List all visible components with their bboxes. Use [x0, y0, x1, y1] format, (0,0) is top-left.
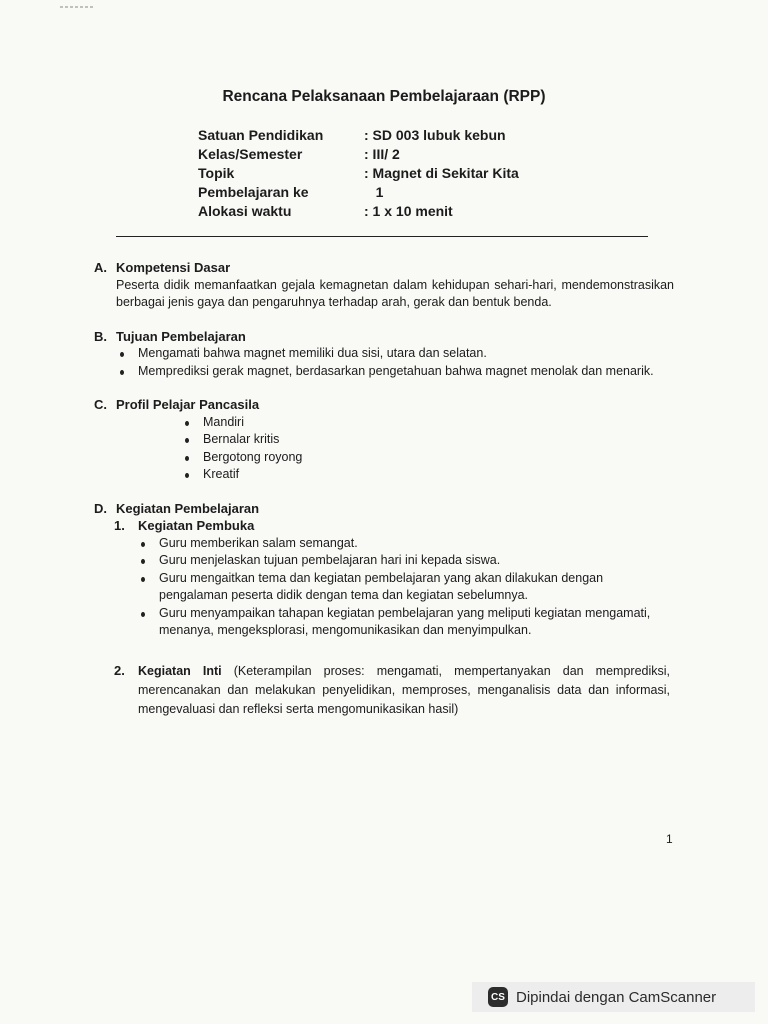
list-item: Memprediksi gerak magnet, berdasarkan pengetahuan bahwa magnet menolak dan menarik. — [138, 363, 674, 381]
list-item: Guru menyampaikan tahapan kegiatan pembelajaran yang meliputi kegiatan mengamati, menanya, mengeksplorasi, mengomunikasikan dan menyimpulkan. — [159, 605, 674, 640]
scan-artifact-mark — [60, 5, 94, 9]
info-row — [198, 164, 519, 183]
info-row — [198, 202, 519, 221]
list-item: Guru menjelaskan tujuan pembelajaran hari ini kepada siswa. — [159, 552, 674, 570]
section-kegiatan-pembelajaran — [94, 500, 674, 719]
section-title: Profil Pelajar Pancasila — [116, 397, 260, 412]
section-letter: B. — [94, 328, 107, 344]
section-letter: D. — [94, 500, 107, 516]
info-value: : III/ 2 — [364, 146, 400, 162]
camscanner-text: Dipindai dengan CamScanner — [516, 988, 717, 1006]
subsection-title: Kegiatan Inti — [138, 663, 222, 678]
subsection-title: Kegiatan Pembuka — [138, 518, 255, 533]
section-profil-pelajar — [94, 396, 674, 484]
list-item: Guru mengaitkan tema dan kegiatan pembelajaran yang akan dilakukan dengan pengalaman peserta didik dengan tema dan kegiatan sebelumnya. — [159, 570, 674, 605]
section-heading — [94, 328, 674, 346]
subsection-number: 2. — [114, 662, 125, 678]
section-title: Tujuan Pembelajaran — [116, 328, 246, 344]
camscanner-logo-icon: CS — [488, 987, 508, 1007]
subsection-body — [138, 662, 670, 719]
subsection-kegiatan-inti — [94, 662, 674, 719]
subsection-heading — [94, 517, 674, 535]
page-number: 1 — [666, 832, 673, 846]
document-title: Rencana Pelaksanaan Pembelajaraan (RPP) — [222, 88, 546, 105]
info-label: Kelas/Semester — [198, 146, 303, 162]
bullet-list — [94, 414, 674, 484]
list-item: Guru memberikan salam semangat. — [159, 535, 674, 553]
header-divider — [116, 236, 648, 237]
section-letter: C. — [94, 397, 107, 412]
document-body — [94, 259, 674, 735]
section-paragraph: Peserta didik memanfaatkan gejala kemagnetan dalam kehidupan sehari-hari, mendemonstrasikan berbagai jenis gaya dan pengaruhnya terhadap arah, gerak dan bentuk benda. — [116, 277, 674, 309]
info-table — [198, 126, 519, 221]
info-value: : Magnet di Sekitar Kita — [364, 165, 519, 181]
bullet-list — [94, 345, 674, 380]
list-item: Mandiri — [203, 414, 674, 432]
list-item: Kreatif — [203, 466, 674, 484]
info-row — [198, 183, 519, 202]
section-title: Kompetensi Dasar — [116, 260, 231, 275]
info-label: Alokasi waktu — [198, 203, 292, 219]
info-label: Pembelajaran ke — [198, 184, 309, 200]
bullet-list — [94, 535, 674, 640]
info-value: 1 — [364, 184, 384, 200]
info-label: Topik — [198, 165, 235, 181]
section-title: Kegiatan Pembelajaran — [116, 500, 260, 516]
info-value: : SD 003 lubuk kebun — [364, 127, 506, 143]
section-heading — [94, 259, 674, 277]
list-item: Bernalar kritis — [203, 431, 674, 449]
section-kompetensi-dasar — [94, 259, 674, 312]
info-row — [198, 145, 519, 164]
list-item: Bergotong royong — [203, 449, 674, 467]
section-heading — [94, 500, 674, 518]
camscanner-watermark — [472, 982, 755, 1012]
list-item: Mengamati bahwa magnet memiliki dua sisi, utara dan selatan. — [138, 345, 674, 363]
info-row — [198, 126, 519, 145]
subsection-number: 1. — [114, 518, 125, 533]
section-heading — [94, 396, 674, 414]
info-label: Satuan Pendidikan — [198, 127, 324, 143]
section-tujuan-pembelajaran — [94, 328, 674, 381]
section-letter: A. — [94, 260, 107, 275]
subsection-text: (Keterampilan proses: mengamati, mempertanyakan dan memprediksi, merencanakan dan melakukan penyelidikan, memproses, menganalisis data dan informasi, mengevaluasi dan refleksi serta mengomunikasikan hasil) — [138, 663, 670, 716]
info-value: : 1 x 10 menit — [364, 203, 453, 219]
